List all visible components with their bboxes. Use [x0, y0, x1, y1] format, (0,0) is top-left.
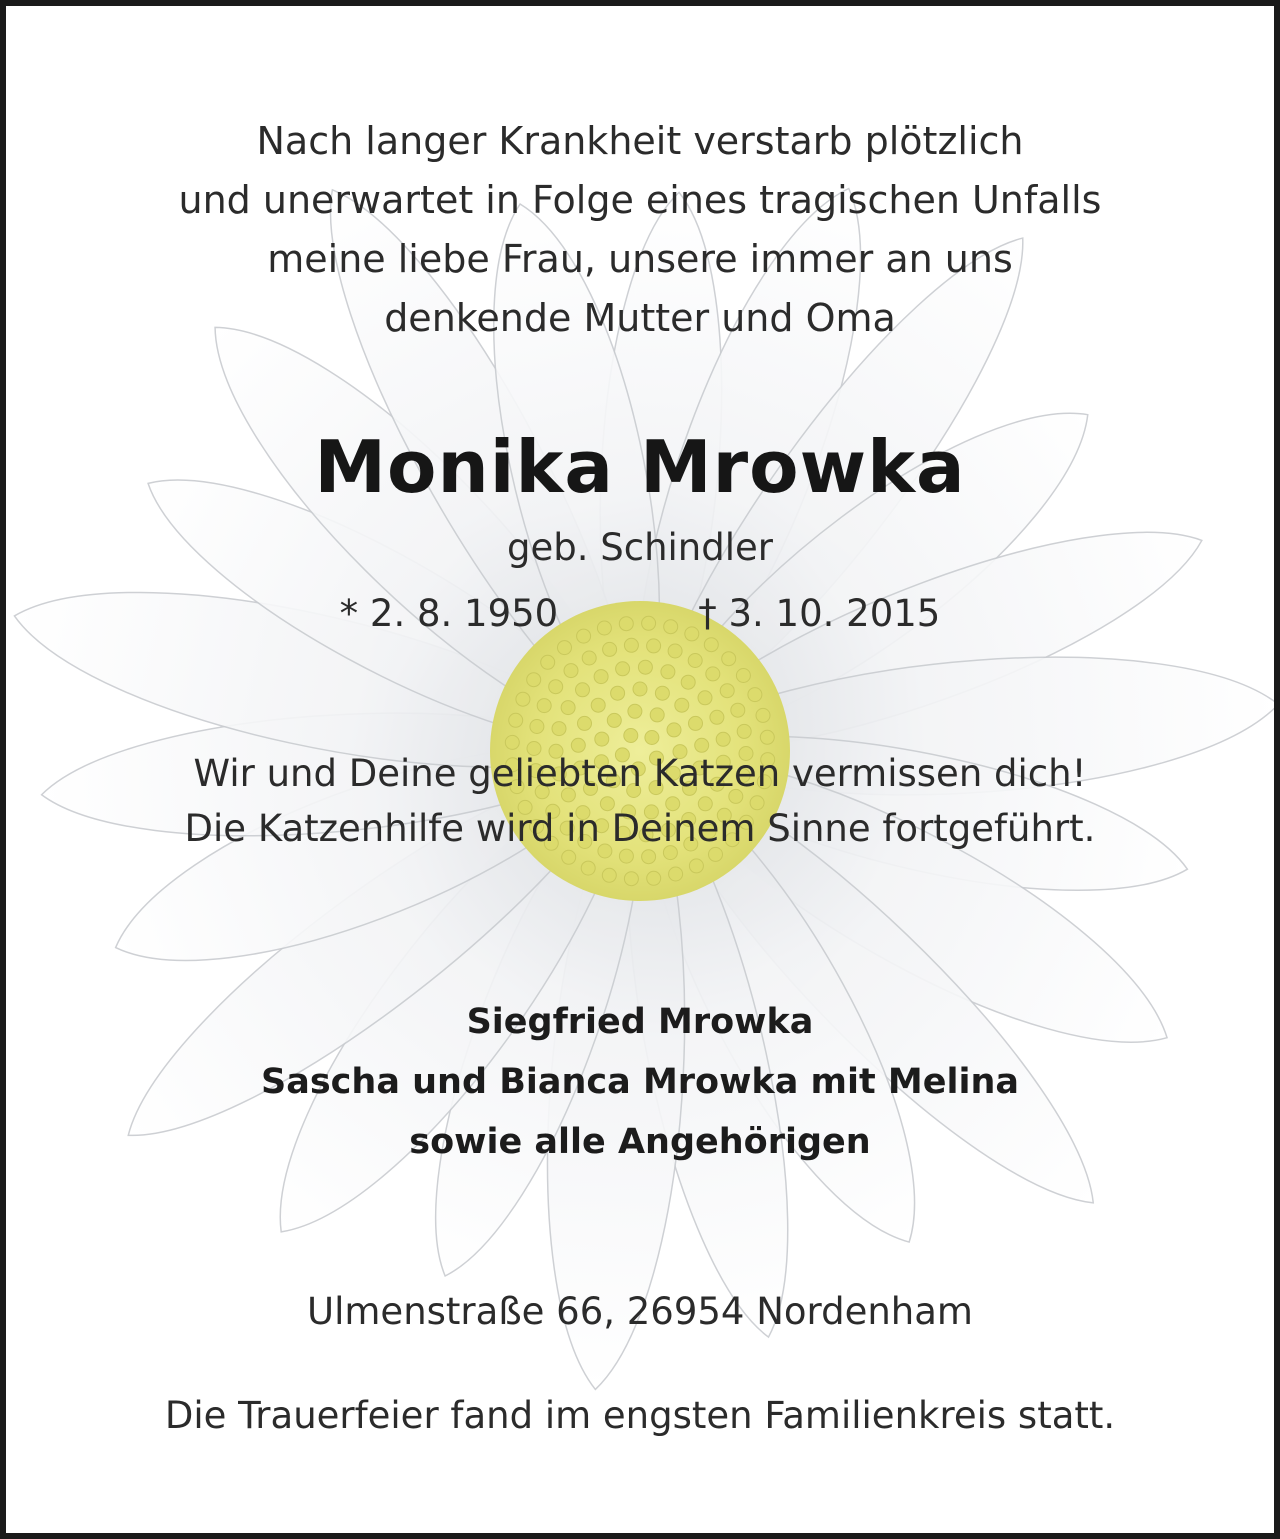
floret	[647, 639, 661, 653]
floret	[661, 665, 675, 679]
floret	[668, 644, 682, 658]
floret	[760, 730, 774, 744]
floret	[689, 716, 703, 730]
floret	[737, 724, 751, 738]
floret	[607, 713, 621, 727]
intro-line: und unerwartet in Folge eines tragischen Unfalls	[178, 178, 1102, 222]
floret	[591, 698, 605, 712]
floret	[582, 651, 596, 665]
floret	[552, 722, 566, 736]
life-dates	[6, 589, 1274, 639]
mourner-line: sowie alle Angehörigen	[409, 1122, 871, 1162]
mourners-list	[6, 992, 1274, 1172]
floret	[616, 662, 630, 676]
birth-name: geb. Schindler	[506, 526, 773, 569]
floret	[650, 708, 664, 722]
floret	[541, 655, 555, 669]
floret	[624, 638, 638, 652]
floret	[669, 867, 683, 881]
birth-date: * 2. 8. 1950	[339, 592, 559, 635]
ceremony-note: Die Trauerfeier fand im engsten Familienkreis statt.	[164, 1394, 1116, 1437]
floret	[595, 732, 609, 746]
family-address: Ulmenstraße 66, 26954 Nordenham	[307, 1290, 973, 1333]
floret	[602, 868, 616, 882]
floret	[731, 703, 745, 717]
floret	[633, 682, 647, 696]
deceased-name: Monika Mrowka	[314, 425, 966, 509]
floret	[603, 642, 617, 656]
floret	[537, 699, 551, 713]
floret	[675, 698, 689, 712]
floret	[594, 670, 608, 684]
floret	[564, 664, 578, 678]
mourner-line: Sascha und Bianca Mrowka mit Melina	[261, 1062, 1019, 1102]
floret	[561, 701, 575, 715]
mourner-line: Siegfried Mrowka	[466, 1002, 814, 1042]
floret	[530, 720, 544, 734]
floret	[645, 731, 659, 745]
floret	[549, 680, 563, 694]
intro-line: Nach langer Krankheit verstarb plötzlich	[256, 119, 1024, 163]
floret	[638, 660, 652, 674]
message-line: Die Katzenhilfe wird in Deinem Sinne fortgeführt.	[184, 807, 1096, 850]
floret	[581, 861, 595, 875]
floret	[628, 704, 642, 718]
floret	[576, 683, 590, 697]
floret	[748, 688, 762, 702]
intro-line: meine liebe Frau, unsere immer an uns	[267, 237, 1013, 281]
floret	[736, 669, 750, 683]
floret	[706, 667, 720, 681]
floret	[710, 710, 724, 724]
floret	[756, 708, 770, 722]
floret	[667, 723, 681, 737]
floret	[722, 652, 736, 666]
farewell-message	[6, 746, 1274, 856]
floret	[647, 871, 661, 885]
floret	[655, 686, 669, 700]
intro-text	[6, 112, 1274, 348]
floret	[611, 686, 625, 700]
floret	[578, 716, 592, 730]
floret	[689, 859, 703, 873]
intro-line: denkende Mutter und Oma	[384, 296, 896, 340]
floret	[516, 692, 530, 706]
floret	[704, 638, 718, 652]
floret	[558, 641, 572, 655]
death-date: † 3. 10. 2015	[698, 592, 941, 635]
floret	[509, 713, 523, 727]
floret	[527, 673, 541, 687]
floret	[720, 684, 734, 698]
message-line: Wir und Deine geliebten Katzen vermissen dich!	[193, 752, 1087, 795]
floret	[624, 872, 638, 886]
floret	[698, 691, 712, 705]
floret	[681, 675, 695, 689]
floret	[688, 654, 702, 668]
floret	[716, 732, 730, 746]
floret	[624, 729, 638, 743]
